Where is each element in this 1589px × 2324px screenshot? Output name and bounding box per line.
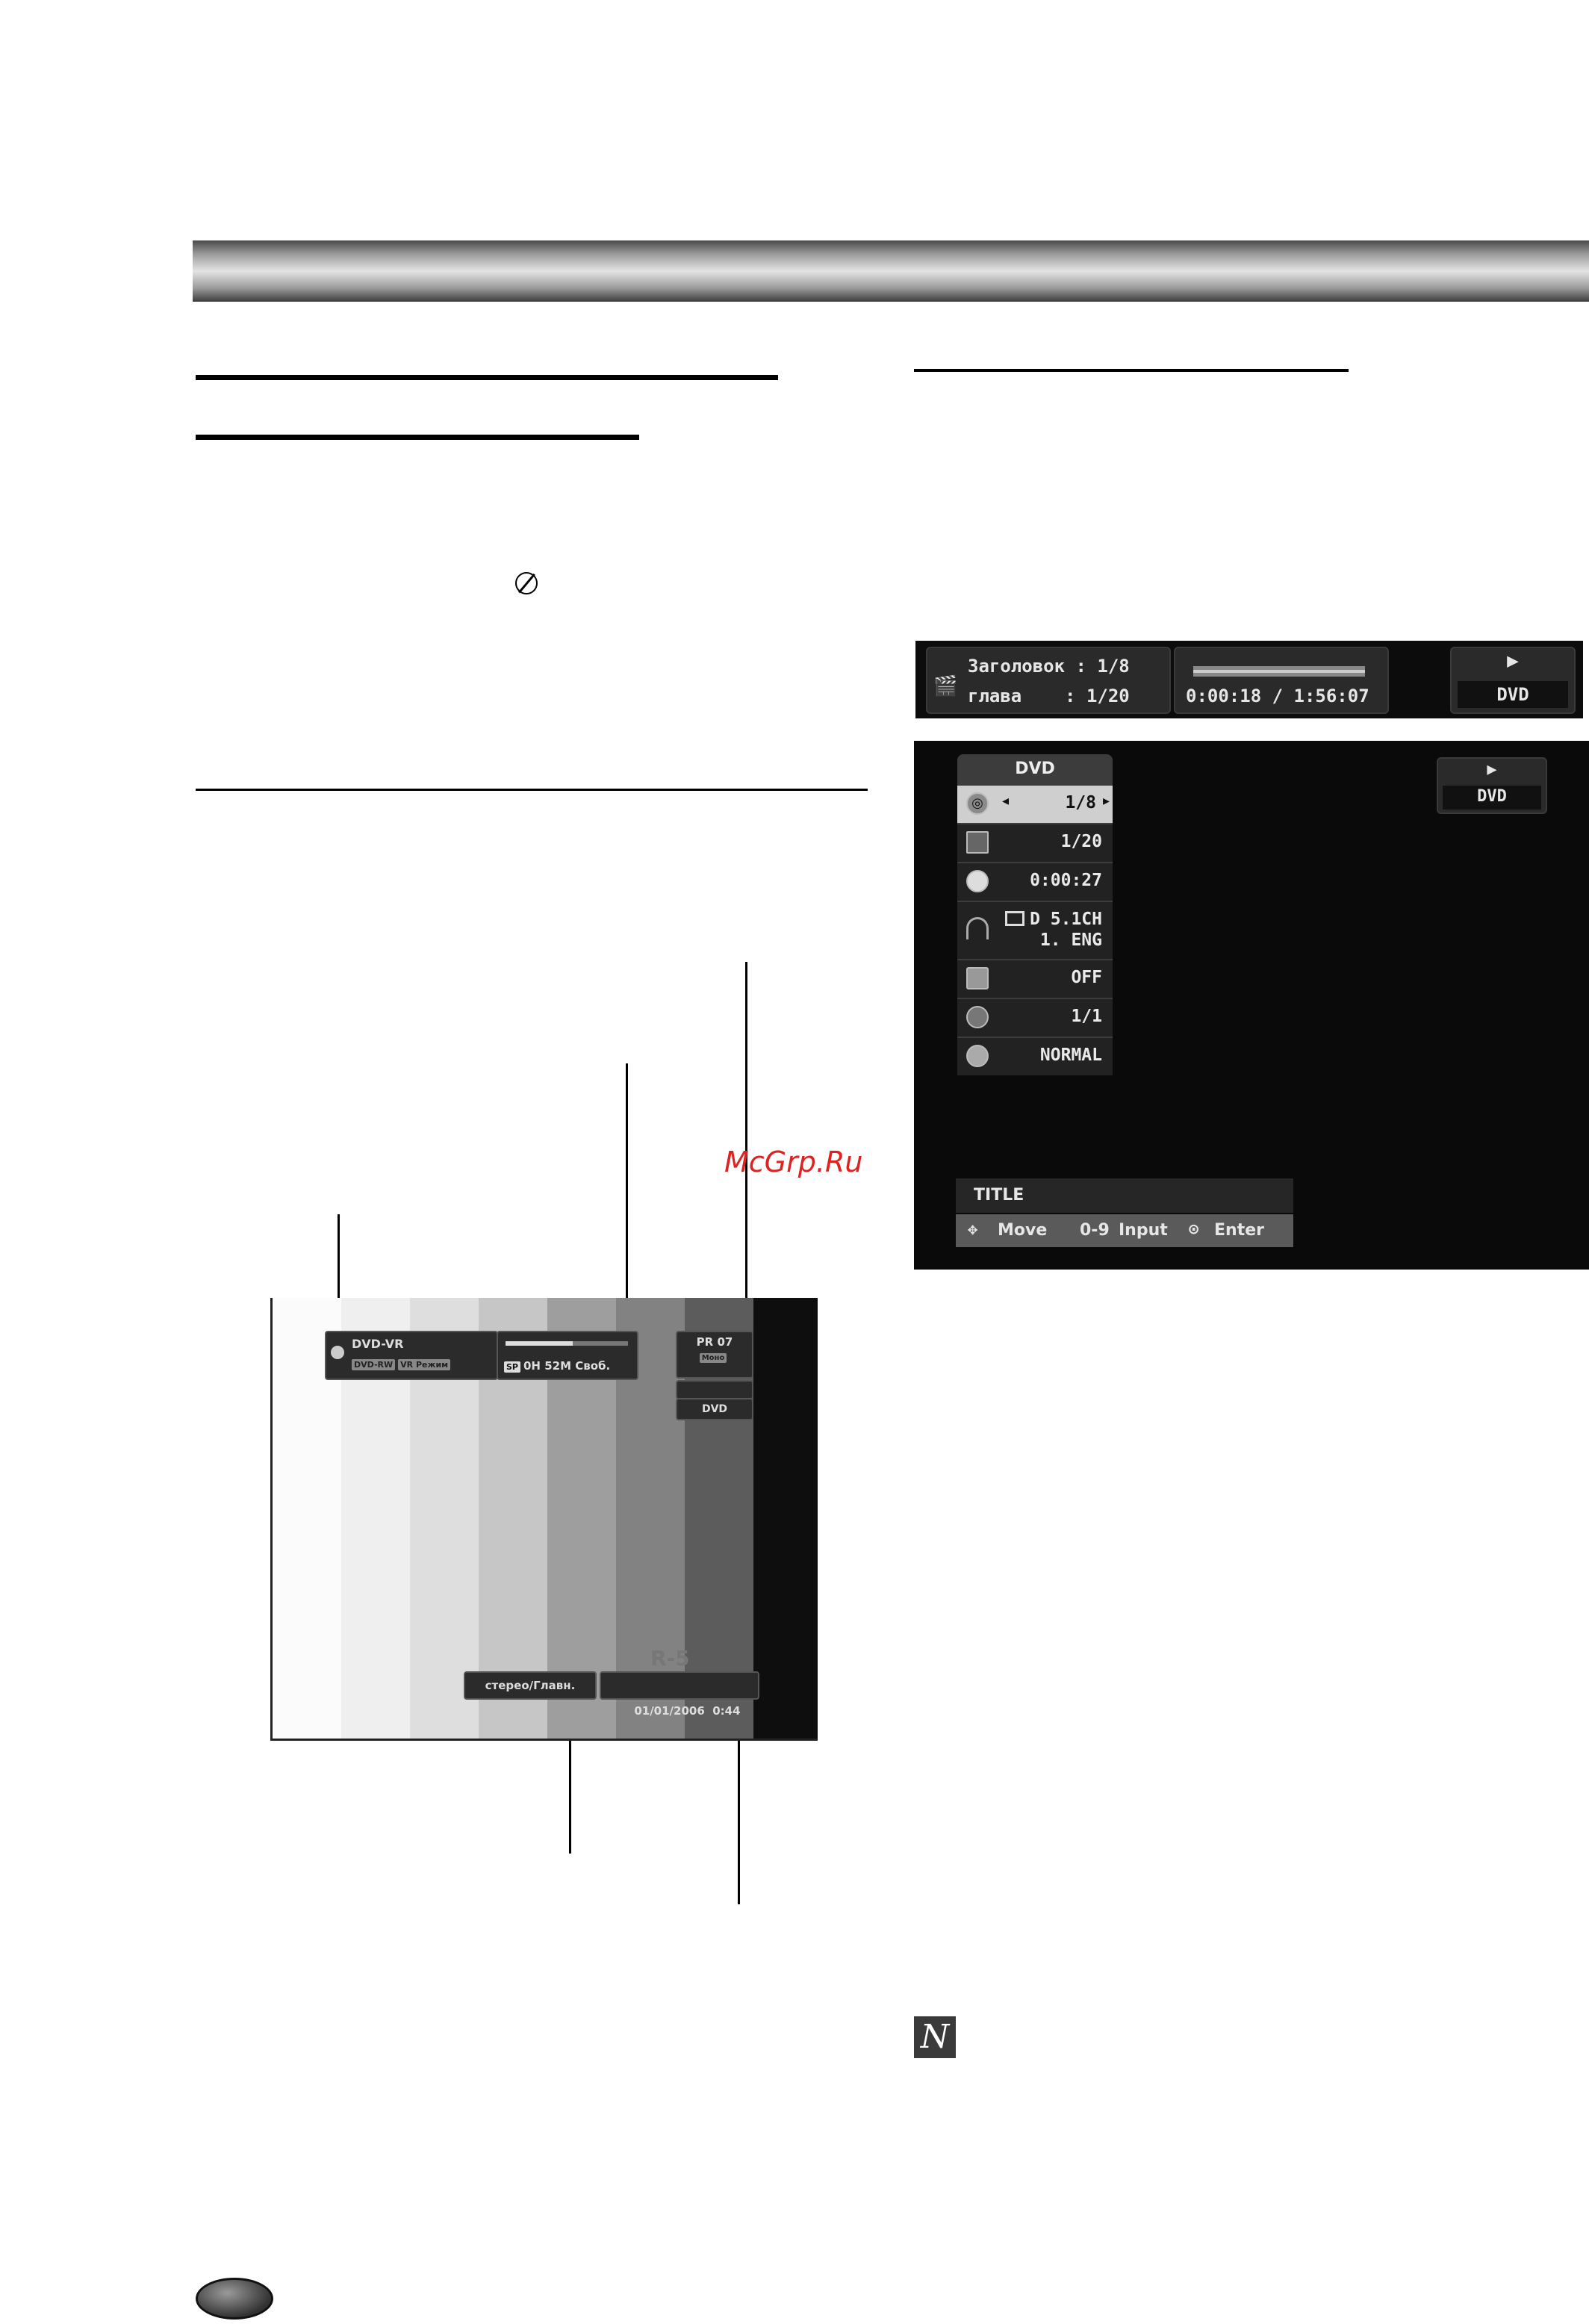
time-value: 0:00:27 <box>1030 871 1102 890</box>
heading-rule-right <box>914 369 1349 372</box>
heading-rule-1 <box>196 375 778 380</box>
help-title: TITLE <box>974 1186 1024 1205</box>
tv-screen-example <box>270 1298 818 1741</box>
page-number-tab <box>196 2278 273 2320</box>
audio-format: D 5.1CH <box>1030 910 1102 929</box>
angle-icon <box>966 1006 989 1028</box>
source-label: DVD <box>1496 684 1529 705</box>
sound-icon <box>966 1045 989 1067</box>
menu-header: DVD <box>957 754 1113 784</box>
chevron-right-icon[interactable]: ▸ <box>1102 793 1110 809</box>
channel-label: PR 07 <box>696 1335 733 1349</box>
total-time: / 1:56:07 <box>1272 686 1369 706</box>
section-rule-left <box>196 789 868 791</box>
menu-row-sound[interactable] <box>957 1037 1113 1075</box>
play-status-panel <box>1450 647 1576 714</box>
elapsed-time: 0:00:18 <box>1186 686 1262 706</box>
format-chip: DVD-RW <box>352 1359 395 1370</box>
chapter-value: : 1/20 <box>1065 686 1130 706</box>
watermark: McGrp.Ru <box>724 1146 863 1178</box>
channel-audio-chip: Моно <box>700 1353 727 1363</box>
time-panel <box>1174 647 1389 714</box>
move-icon: ✥ <box>968 1220 978 1239</box>
help-input: Input <box>1119 1221 1168 1240</box>
help-title-bar <box>956 1178 1293 1213</box>
section-header-band <box>193 240 1589 302</box>
menu-row-angle[interactable] <box>957 998 1113 1037</box>
disc-info-osd <box>325 1331 498 1380</box>
chevron-left-icon[interactable]: ◂ <box>1002 793 1010 809</box>
menu-source-label: DVD <box>1477 787 1507 806</box>
record-mode: SP <box>504 1361 520 1373</box>
dvd-info-bar <box>915 641 1583 718</box>
subtitle-icon <box>966 967 989 989</box>
progress-bar <box>1193 666 1365 677</box>
blank-osd <box>676 1380 753 1399</box>
sound-value: NORMAL <box>1039 1046 1102 1065</box>
menu-row-title[interactable] <box>957 784 1113 823</box>
prohibit-icon <box>515 572 538 594</box>
help-keys-bar <box>956 1214 1293 1247</box>
chapter-value: 1/20 <box>1060 832 1102 851</box>
title-label: Заголовок <box>968 656 1066 677</box>
menu-row-chapter[interactable] <box>957 823 1113 862</box>
chapter-label: глава <box>968 686 1022 706</box>
menu-row-subtitle[interactable] <box>957 959 1113 998</box>
leader-line-channel <box>745 962 747 1319</box>
title-value: 1/8 <box>1065 793 1096 813</box>
space-bar <box>506 1341 628 1346</box>
audio-language: 1. ENG <box>1039 930 1102 950</box>
disc-icon <box>331 1346 344 1359</box>
title-icon: ◎ <box>966 792 989 815</box>
source-osd <box>676 1398 753 1420</box>
time-icon <box>966 870 989 892</box>
help-input-key: 0-9 <box>1080 1221 1110 1240</box>
heading-rule-2 <box>196 435 639 440</box>
datetime-label: 01/01/2006 0:44 <box>634 1704 741 1718</box>
enter-icon: ⊙ <box>1189 1220 1199 1239</box>
chapter-icon <box>966 831 989 854</box>
title-value: : 1/8 <box>1075 656 1130 677</box>
menu-row-audio[interactable] <box>957 901 1113 959</box>
dvd-display-menu <box>914 741 1589 1270</box>
datetime-osd <box>600 1671 759 1718</box>
menu-play-icon: ▶ <box>1487 760 1497 779</box>
note-icon: N <box>914 2016 956 2058</box>
help-move: Move <box>998 1221 1048 1240</box>
audio-osd <box>464 1671 597 1700</box>
angle-value: 1/1 <box>1071 1007 1102 1026</box>
audio-label: стерео/Главн. <box>485 1679 576 1692</box>
source-label: DVD <box>701 1403 728 1415</box>
menu-row-time[interactable] <box>957 862 1113 901</box>
clapper-icon: 🎬 <box>933 675 958 697</box>
disc-type: DVD-VR <box>352 1337 404 1351</box>
subtitle-value: OFF <box>1071 968 1102 987</box>
audio-icon <box>966 917 989 939</box>
corner-mark: R-5 <box>650 1646 690 1671</box>
help-enter: Enter <box>1214 1221 1264 1240</box>
channel-osd <box>676 1331 753 1379</box>
mode-chip: VR Режим <box>398 1359 450 1370</box>
menu-play-status <box>1437 757 1547 814</box>
dolby-icon <box>1005 911 1024 926</box>
play-icon: ▶ <box>1507 650 1519 672</box>
free-space-osd <box>497 1331 638 1380</box>
free-space: 0H 52M Своб. <box>523 1359 611 1373</box>
title-chapter-panel <box>926 647 1171 714</box>
